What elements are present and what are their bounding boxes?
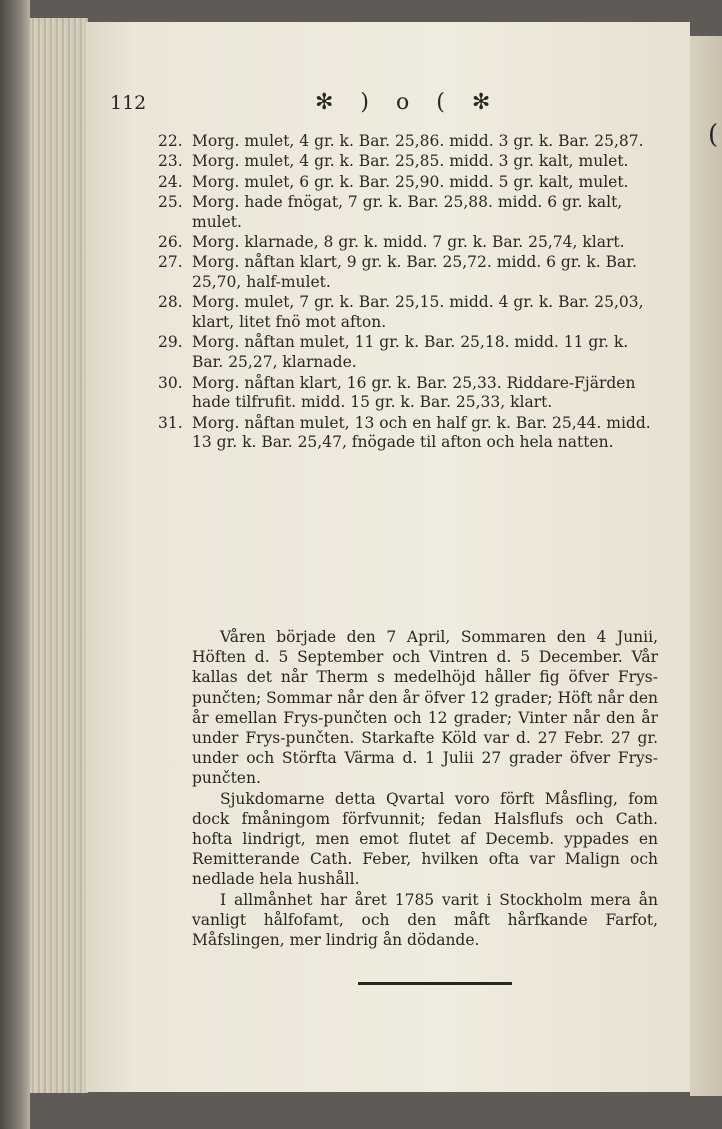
entry-text: Morg. mulet, 4 gr. k. Bar. 25,85. midd. 3 gr. kalt, mulet. bbox=[192, 152, 629, 171]
seasons-paragraph: Våren började den 7 April, Sommaren den 4 Junii, Höften d. 5 September och Vintren d. 5 December. Vår kallas det når Therm s medelhöjd håller fig öfver Frys-punčten; Sommar når den år öfver 12 grader; Höft når den år emellan Frys-punčten och 12 grader; Vinter når den år under Frys-punčten. Starkafte Köld var d. 27 Febr. 27 gr. under och Störfta Värma d. 1 Julii 27 grader öfver Frys-punčten. bbox=[192, 628, 658, 788]
entry-day: 31. bbox=[158, 413, 183, 432]
entry-day: 28. bbox=[158, 293, 183, 312]
entry-day: 26. bbox=[158, 232, 183, 251]
book-spine bbox=[0, 0, 30, 1129]
entry-text: Morg. nåftan klart, 16 gr. k. Bar. 25,33. Riddare-Fjärden hade tilfrufit. midd. 15 gr. k. Bar. 25,33, klart. bbox=[192, 373, 636, 412]
weather-log bbox=[158, 132, 658, 454]
entry-day: 29. bbox=[158, 333, 183, 352]
entry-day: 27. bbox=[158, 253, 183, 272]
log-entry-27 bbox=[158, 253, 658, 293]
entry-day: 30. bbox=[158, 373, 183, 392]
log-entry-29 bbox=[158, 333, 658, 373]
log-entry-31 bbox=[158, 413, 658, 454]
entry-text: Morg. mulet, 4 gr. k. Bar. 25,86. midd. 3 gr. k. Bar. 25,87. bbox=[192, 132, 644, 150]
log-entry-28 bbox=[158, 293, 658, 333]
diseases-paragraph: Sjukdomarne detta Qvartal voro förft Måsfling, fom dock fmåningom förfvunnit; fedan Halsflufs och Cath. hofta lindrigt, men emot flutet af Decemb. yppades en Remitterande Cath. Feber, hvilken ofta var Malign och nedlade hela hushåll. bbox=[192, 789, 658, 889]
margin-mark: ( bbox=[708, 120, 719, 150]
entry-day: 24. bbox=[158, 172, 183, 191]
entry-day: 23. bbox=[158, 152, 183, 171]
entry-text: Morg. mulet, 7 gr. k. Bar. 25,15. midd. 4 gr. k. Bar. 25,03, klart, litet fnö mot afton. bbox=[192, 293, 644, 332]
entry-day: 22. bbox=[158, 132, 183, 150]
log-entry-24 bbox=[158, 172, 658, 193]
entry-text: Morg. klarnade, 8 gr. k. midd. 7 gr. k. Bar. 25,74, klart. bbox=[192, 232, 625, 251]
log-entry-23 bbox=[158, 152, 658, 172]
entry-text: Morg. mulet, 6 gr. k. Bar. 25,90. midd. 5 gr. kalt, mulet. bbox=[192, 172, 629, 191]
log-entry-22 bbox=[158, 132, 658, 152]
year-health-paragraph: I allmånhet har året 1785 varit i Stockholm mera ån vanligt hålfofamt, och den måft hårfkande Farfot, Måfslingen, mer lindrig ån dödande. bbox=[192, 890, 658, 950]
log-entry-26 bbox=[158, 232, 658, 253]
end-rule bbox=[358, 982, 512, 985]
log-entry-30 bbox=[158, 373, 658, 414]
page-number: 112 bbox=[110, 92, 147, 114]
entry-text: Morg. hade fnögat, 7 gr. k. Bar. 25,88. midd. 6 gr. kalt, mulet. bbox=[192, 192, 623, 231]
quarter-summary bbox=[192, 627, 658, 950]
page-edges bbox=[30, 18, 88, 1093]
page-header bbox=[110, 92, 650, 122]
entry-text: Morg. nåftan klart, 9 gr. k. Bar. 25,72. midd. 6 gr. k. Bar. 25,70, half-mulet. bbox=[192, 253, 637, 292]
log-entry-25 bbox=[158, 192, 658, 233]
entry-day: 25. bbox=[158, 192, 183, 211]
entry-text: Morg. nåftan mulet, 11 gr. k. Bar. 25,18. midd. 11 gr. k. Bar. 25,27, klarnade. bbox=[192, 333, 629, 372]
header-ornament: ✻ ) o ( ✻ bbox=[315, 90, 501, 115]
next-page-edge bbox=[690, 36, 722, 1096]
entry-text: Morg. nåftan mulet, 13 och en half gr. k. Bar. 25,44. midd. 13 gr. k. Bar. 25,47, fnögade til afton och hela natten. bbox=[192, 413, 651, 452]
